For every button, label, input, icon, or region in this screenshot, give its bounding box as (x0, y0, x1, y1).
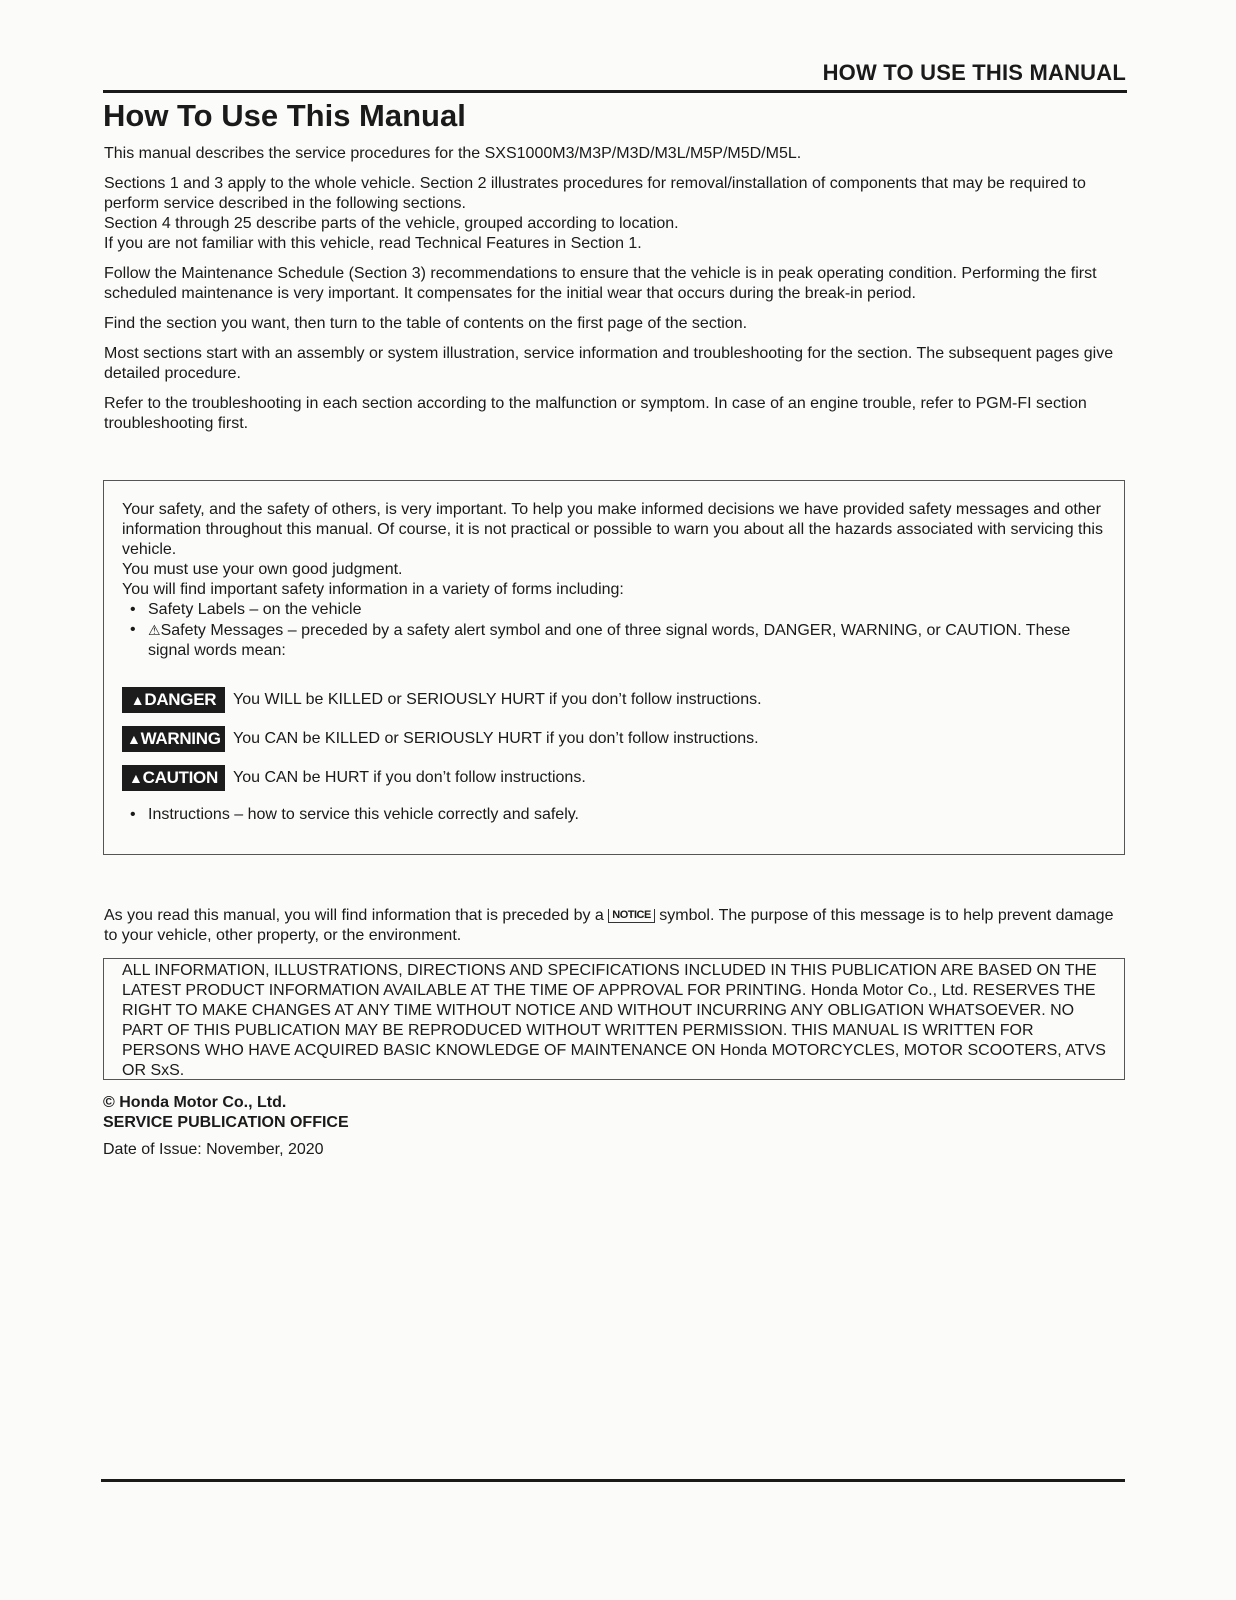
copyright-block (103, 1093, 349, 1133)
intro-paragraph: This manual describes the service procedures for the SXS1000M3/M3P/M3D/M3L/M5P/M5D/M5L. (104, 145, 802, 162)
safety-bullets (122, 600, 1106, 661)
signal-words (122, 685, 1106, 793)
intro-paragraph: Refer to the troubleshooting in each section according to the malfunction or symptom. In case of an engine trouble, refer to PGM-FI section troubleshooting first. (104, 395, 1087, 432)
instructions-bullet (122, 805, 1106, 825)
safety-paragraph: You will find important safety information in a variety of forms including: (122, 581, 624, 598)
intro-paragraph: Follow the Maintenance Schedule (Section 3) recommendations to ensure that the vehicle is in peak operating condition. Performing the first scheduled maintenance is very important. It compensates for the initial wear that occurs during the break-in period. (104, 265, 1097, 302)
signal-meaning: You WILL be KILLED or SERIOUSLY HURT if you don’t follow instructions. (233, 691, 762, 708)
intro-paragraph (104, 174, 1128, 254)
safety-alert-icon: ⚠ (148, 622, 161, 638)
caution-label (122, 765, 225, 791)
signal-word: DANGER (144, 690, 217, 709)
safety-box (103, 480, 1125, 855)
copyright-text: © Honda Motor Co., Ltd. (103, 1094, 287, 1111)
section-header: HOW TO USE THIS MANUAL (822, 60, 1126, 85)
intro-line: If you are not familiar with this vehicle, read Technical Features in Section 1. (104, 235, 642, 252)
intro-paragraph: Find the section you want, then turn to the table of contents on the first page of the section. (104, 315, 748, 332)
footer-rule (101, 1479, 1125, 1482)
safety-paragraph: Your safety, and the safety of others, is very important. To help you make informed decisions we have provided safety messages and other information throughout this manual. Of course, it is not practical or possible to warn you about all the hazards associated with servicing this vehicle. (122, 501, 1103, 558)
bullet-text: Safety Labels – on the vehicle (148, 601, 362, 618)
alert-triangle-icon: ▲ (130, 692, 145, 708)
signal-meaning: You CAN be HURT if you don’t follow instructions. (233, 769, 586, 786)
notice-paragraph (104, 906, 1128, 946)
intro-text (104, 144, 1128, 444)
legal-disclaimer: ALL INFORMATION, ILLUSTRATIONS, DIRECTIONS AND SPECIFICATIONS INCLUDED IN THIS PUBLICATION ARE BASED ON THE LATEST PRODUCT INFORMATION AVAILABLE AT THE TIME OF APPROVAL FOR PRINTING. Honda Motor Co., Ltd. RESERVES THE RIGHT TO MAKE CHANGES AT ANY TIME WITHOUT NOTICE AND WITHOUT INCURRING ANY OBLIGATION WHATSOEVER. NO PART OF THIS PUBLICATION MAY BE REPRODUCED WITHOUT WRITTEN PERMISSION. THIS MANUAL IS WRITTEN FOR PERSONS WHO HAVE ACQUIRED BASIC KNOWLEDGE OF MAINTENANCE ON Honda MOTORCYCLES, MOTOR SCOOTERS, ATVS OR SxS. (122, 962, 1106, 1079)
bullet-safety-messages (130, 620, 1106, 661)
bullet-text: Instructions – how to service this vehicle correctly and safely. (148, 806, 579, 823)
signal-row-danger (122, 685, 1106, 715)
signal-word: CAUTION (142, 768, 218, 787)
bullet-instructions (130, 805, 1106, 825)
alert-triangle-icon: ▲ (127, 731, 141, 747)
publication-office: SERVICE PUBLICATION OFFICE (103, 1114, 349, 1131)
signal-row-caution (122, 763, 1106, 793)
issue-date: Date of Issue: November, 2020 (103, 1141, 324, 1158)
alert-triangle-icon: ▲ (129, 770, 143, 786)
intro-paragraph: Most sections start with an assembly or system illustration, service information and troubleshooting for the section. The subsequent pages give detailed procedure. (104, 345, 1114, 382)
bullet-safety-labels (130, 600, 1106, 620)
signal-meaning: You CAN be KILLED or SERIOUSLY HURT if you don’t follow instructions. (233, 730, 759, 747)
notice-text-after: symbol. The purpose of this message is to help prevent damage to your vehicle, other property, or the environment. (104, 907, 1114, 944)
signal-word: WARNING (140, 729, 221, 748)
safety-paragraph: You must use your own good judgment. (122, 561, 403, 578)
notice-text-before: As you read this manual, you will find information that is preceded by a (104, 907, 604, 924)
signal-row-warning (122, 724, 1106, 754)
danger-label (122, 687, 225, 713)
notice-symbol: NOTICE (608, 909, 655, 923)
bullet-text: Safety Messages – preceded by a safety alert symbol and one of three signal words, DANGER, WARNING, or CAUTION. These signal words mean: (148, 622, 1071, 659)
header-rule (103, 90, 1127, 93)
intro-line: Sections 1 and 3 apply to the whole vehicle. Section 2 illustrates procedures for removal/installation of components that may be required to perform service described in the following sections. (104, 175, 1086, 212)
intro-line: Section 4 through 25 describe parts of the vehicle, grouped according to location. (104, 215, 679, 232)
page-title: How To Use This Manual (103, 98, 466, 133)
warning-label (122, 726, 225, 752)
legal-disclaimer-box (103, 958, 1125, 1080)
